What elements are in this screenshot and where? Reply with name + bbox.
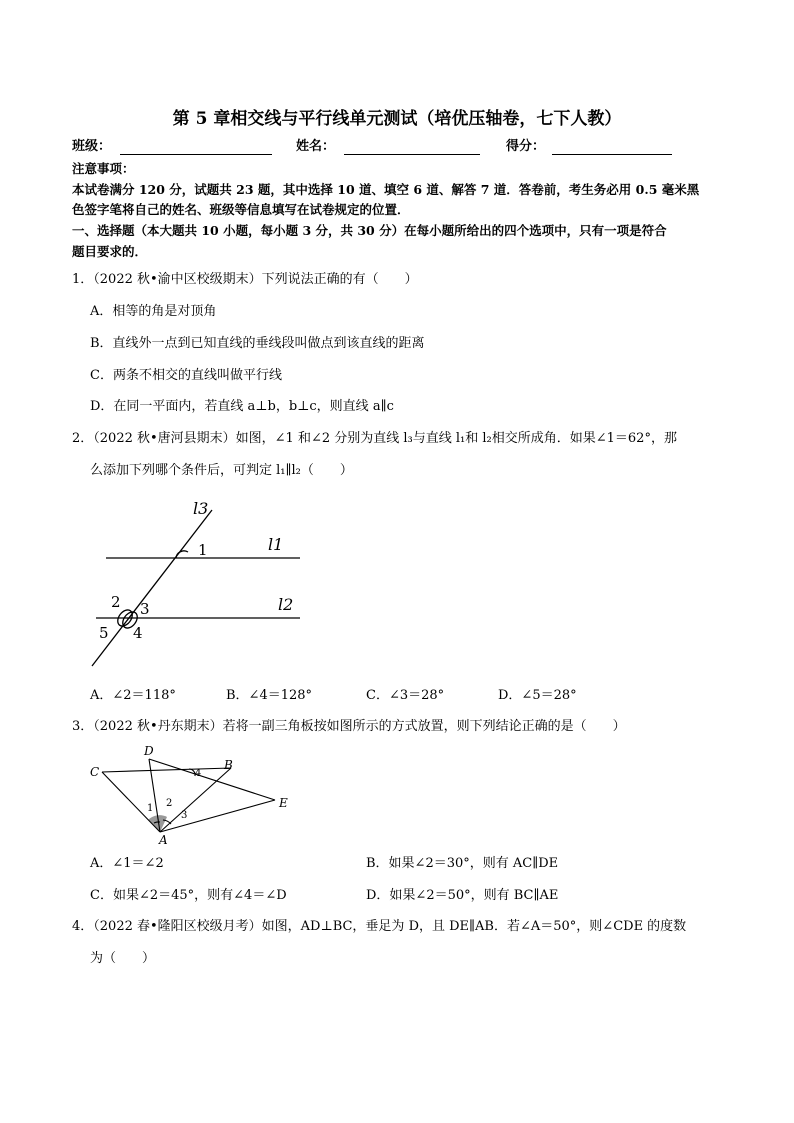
segment-CA (102, 772, 160, 832)
q3-option-a[interactable]: A．∠1＝∠2 (90, 856, 164, 871)
label-l3: l3 (193, 499, 209, 518)
notice-line-1: 本试卷满分 120 分，试题共 23 题，其中选择 10 道、填空 6 道、解答 7 道．答卷前，考生务必用 0.5 毫米黑 (72, 182, 700, 197)
label-l2: l2 (278, 595, 294, 614)
angle-label-2: 2 (166, 798, 173, 809)
angle-label-3: 3 (140, 600, 150, 618)
angle-label-4: 4 (133, 624, 143, 642)
q4-stem-line-2: 为（ ） (90, 951, 156, 966)
angle-label-1: 1 (147, 803, 154, 814)
q1-option-b[interactable]: B．直线外一点到已知直线的垂线段叫做点到该直线的距离 (90, 336, 425, 351)
q2-option-d[interactable]: D．∠5＝28° (498, 688, 577, 703)
line-l3 (92, 510, 212, 666)
vertex-B: B (224, 758, 233, 772)
angle-label-3: 3 (181, 810, 188, 821)
q3-stem: 3．（2022 秋•丹东期末）若将一副三角板按如图所示的方式放置，则下列结论正确的是（ ） (72, 719, 626, 734)
q4-stem-line-1: 4．（2022 春•隆阳区校级月考）如图，AD⊥BC，垂足为 D，且 DE∥AB．若∠A＝50°，则∠CDE 的度数 (72, 919, 687, 934)
q2-option-b[interactable]: B．∠4＝128° (226, 688, 313, 703)
notice-heading: 注意事项： (72, 161, 135, 176)
q1-option-a[interactable]: A．相等的角是对顶角 (90, 304, 217, 319)
angle-label-1: 1 (198, 541, 208, 559)
vertex-C: C (90, 765, 100, 779)
angle-label-4: 4 (195, 768, 202, 779)
section-heading-line-1: 一、选择题（本大题共 10 小题，每小题 3 分，共 30 分）在每小题所给出的四个选项中，只有一项是符合 (72, 223, 667, 238)
segment-CB (102, 768, 231, 772)
angle-1-arc (176, 551, 188, 558)
score-label: 得分： (506, 139, 546, 154)
class-field[interactable] (120, 154, 272, 155)
q2-stem-line-1: 2．（2022 秋•唐河县期末）如图，∠1 和∠2 分别为直线 l₃与直线 l₁和 l₂相交所成角．如果∠1＝62°，那 (72, 431, 677, 446)
score-field[interactable] (552, 154, 672, 155)
name-label: 姓名： (296, 139, 336, 154)
q1-option-c[interactable]: C．两条不相交的直线叫做平行线 (90, 368, 282, 383)
q2-stem-line-2: 么添加下列哪个条件后，可判定 l₁∥l₂（ ） (90, 463, 353, 478)
vertex-A: A (159, 833, 168, 847)
angle-label-2: 2 (111, 593, 121, 611)
q3-figure (85, 738, 305, 848)
q3-option-c[interactable]: C．如果∠2＝45°，则有∠4＝∠D (90, 888, 287, 903)
label-l1: l1 (268, 535, 284, 554)
segment-DE (149, 759, 275, 800)
q1-stem: 1．（2022 秋•渝中区校级期末）下列说法正确的有（ ） (72, 272, 418, 287)
notice-line-2: 色签字笔将自己的姓名、班级等信息填写在试卷规定的位置． (72, 202, 410, 217)
vertex-E: E (279, 796, 288, 810)
q2-option-c[interactable]: C．∠3＝28° (366, 688, 445, 703)
q2-option-a[interactable]: A．∠2＝118° (90, 688, 176, 703)
angle-label-5: 5 (99, 624, 109, 642)
vertex-D: D (144, 744, 154, 758)
name-field[interactable] (344, 154, 480, 155)
section-heading-line-2: 题目要求的． (72, 244, 148, 259)
q2-figure (80, 490, 320, 675)
q3-option-d[interactable]: D．如果∠2＝50°，则有 BC∥AE (366, 888, 559, 903)
q1-option-d[interactable]: D．在同一平面内，若直线 a⊥b，b⊥c，则直线 a∥c (90, 399, 394, 414)
page-title: 第 5 章相交线与平行线单元测试（培优压轴卷，七下人教） (172, 109, 622, 129)
class-label: 班级： (72, 139, 112, 154)
q3-option-b[interactable]: B．如果∠2＝30°，则有 AC∥DE (366, 856, 559, 871)
